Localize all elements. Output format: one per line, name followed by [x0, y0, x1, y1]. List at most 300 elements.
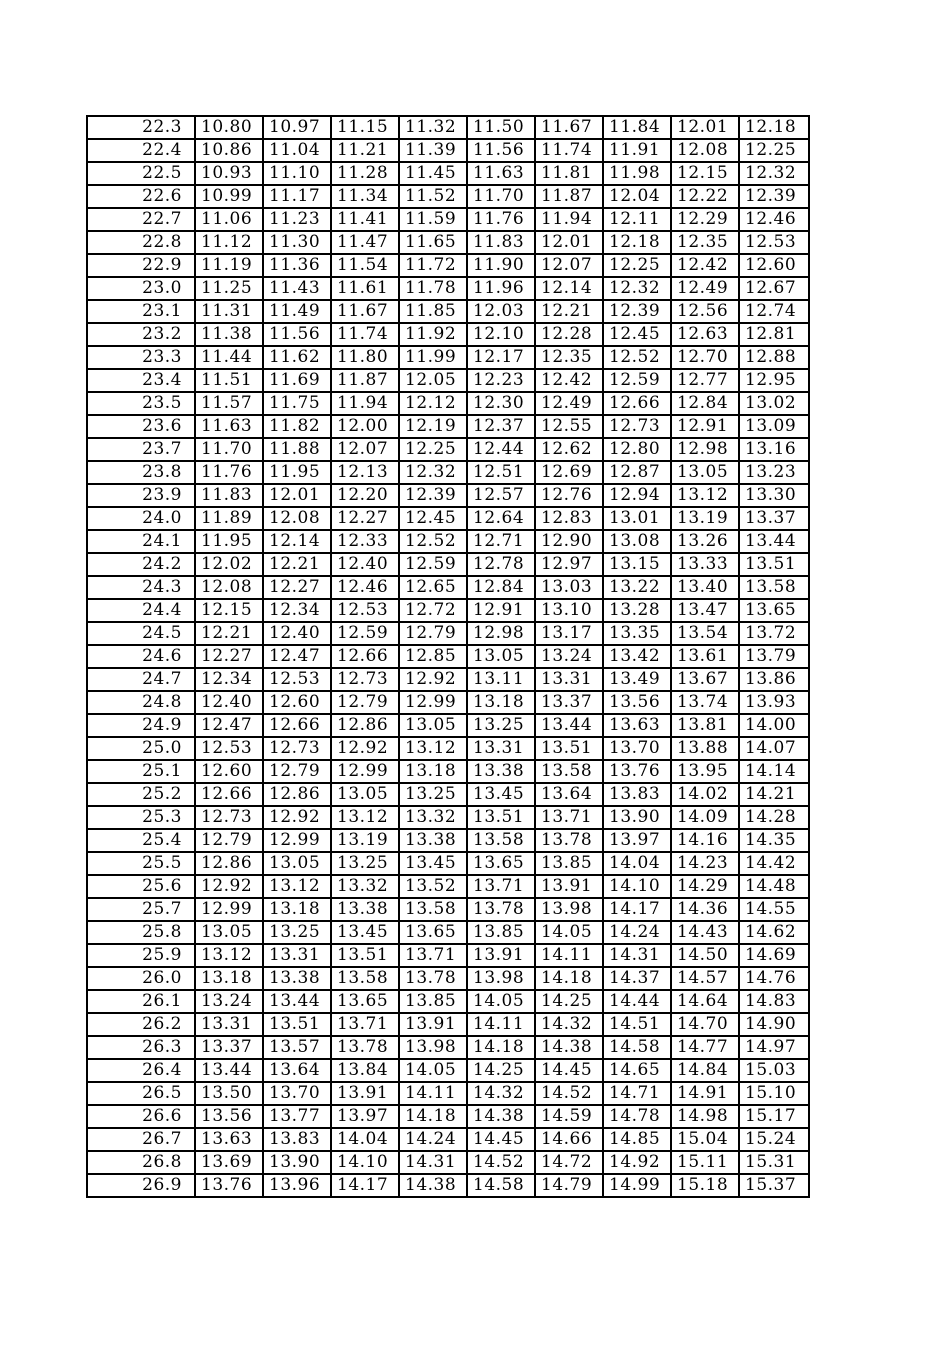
- value-cell: 12.92: [399, 668, 467, 691]
- value-cell: 12.99: [399, 691, 467, 714]
- value-cell: 13.02: [739, 392, 809, 415]
- value-cell: 12.30: [467, 392, 535, 415]
- value-cell: 12.52: [603, 346, 671, 369]
- value-cell: 14.72: [535, 1151, 603, 1174]
- value-cell: 14.45: [467, 1128, 535, 1151]
- value-cell: 12.45: [603, 323, 671, 346]
- value-cell: 12.46: [331, 576, 399, 599]
- value-cell: 11.95: [263, 461, 331, 484]
- value-cell: 11.19: [195, 254, 263, 277]
- value-cell: 14.43: [671, 921, 739, 944]
- table-row: [87, 1105, 809, 1128]
- value-cell: 12.79: [331, 691, 399, 714]
- value-cell: 10.86: [195, 139, 263, 162]
- value-cell: 12.33: [331, 530, 399, 553]
- value-cell: 13.32: [399, 806, 467, 829]
- value-cell: 14.32: [467, 1082, 535, 1105]
- row-key-cell: 25.9: [87, 944, 195, 967]
- value-cell: 14.25: [535, 990, 603, 1013]
- value-cell: 12.73: [603, 415, 671, 438]
- value-cell: 12.01: [671, 116, 739, 139]
- value-cell: 13.65: [399, 921, 467, 944]
- value-cell: 14.28: [739, 806, 809, 829]
- value-cell: 13.69: [195, 1151, 263, 1174]
- value-cell: 14.65: [603, 1059, 671, 1082]
- value-cell: 13.90: [603, 806, 671, 829]
- value-cell: 12.10: [467, 323, 535, 346]
- value-cell: 12.66: [195, 783, 263, 806]
- value-cell: 14.09: [671, 806, 739, 829]
- value-cell: 14.52: [535, 1082, 603, 1105]
- value-cell: 13.05: [671, 461, 739, 484]
- table-row: [87, 668, 809, 691]
- table-row: [87, 714, 809, 737]
- row-key-cell: 23.0: [87, 277, 195, 300]
- value-cell: 13.65: [739, 599, 809, 622]
- value-cell: 14.04: [603, 852, 671, 875]
- table-row: [87, 806, 809, 829]
- value-cell: 11.74: [331, 323, 399, 346]
- value-cell: 15.37: [739, 1174, 809, 1197]
- value-cell: 11.59: [399, 208, 467, 231]
- value-cell: 13.84: [331, 1059, 399, 1082]
- value-cell: 13.78: [331, 1036, 399, 1059]
- value-cell: 12.05: [399, 369, 467, 392]
- value-cell: 11.25: [195, 277, 263, 300]
- row-key-cell: 26.3: [87, 1036, 195, 1059]
- value-cell: 12.07: [535, 254, 603, 277]
- row-key-cell: 23.8: [87, 461, 195, 484]
- value-cell: 13.72: [739, 622, 809, 645]
- table-row: [87, 1151, 809, 1174]
- value-cell: 13.96: [263, 1174, 331, 1197]
- value-cell: 12.80: [603, 438, 671, 461]
- row-key-cell: 24.5: [87, 622, 195, 645]
- value-cell: 11.90: [467, 254, 535, 277]
- value-cell: 13.95: [671, 760, 739, 783]
- value-cell: 15.04: [671, 1128, 739, 1151]
- value-cell: 13.85: [535, 852, 603, 875]
- value-cell: 11.41: [331, 208, 399, 231]
- value-cell: 12.62: [535, 438, 603, 461]
- value-cell: 15.11: [671, 1151, 739, 1174]
- value-cell: 12.08: [263, 507, 331, 530]
- value-cell: 12.99: [195, 898, 263, 921]
- value-cell: 11.88: [263, 438, 331, 461]
- value-cell: 13.37: [535, 691, 603, 714]
- value-cell: 13.40: [671, 576, 739, 599]
- value-cell: 14.31: [603, 944, 671, 967]
- value-cell: 11.82: [263, 415, 331, 438]
- value-cell: 12.79: [263, 760, 331, 783]
- value-cell: 12.39: [603, 300, 671, 323]
- value-cell: 13.25: [331, 852, 399, 875]
- value-cell: 12.32: [739, 162, 809, 185]
- row-key-cell: 25.8: [87, 921, 195, 944]
- value-cell: 11.70: [467, 185, 535, 208]
- value-cell: 14.64: [671, 990, 739, 1013]
- value-cell: 14.91: [671, 1082, 739, 1105]
- value-cell: 15.17: [739, 1105, 809, 1128]
- value-cell: 12.14: [535, 277, 603, 300]
- value-cell: 12.87: [603, 461, 671, 484]
- value-cell: 11.06: [195, 208, 263, 231]
- value-cell: 13.52: [399, 875, 467, 898]
- value-cell: 12.08: [671, 139, 739, 162]
- value-cell: 14.10: [603, 875, 671, 898]
- row-key-cell: 26.0: [87, 967, 195, 990]
- value-cell: 11.80: [331, 346, 399, 369]
- value-cell: 13.37: [739, 507, 809, 530]
- row-key-cell: 26.9: [87, 1174, 195, 1197]
- value-cell: 12.90: [535, 530, 603, 553]
- value-cell: 11.28: [331, 162, 399, 185]
- value-cell: 13.03: [535, 576, 603, 599]
- row-key-cell: 24.4: [87, 599, 195, 622]
- table-row: [87, 553, 809, 576]
- row-key-cell: 23.7: [87, 438, 195, 461]
- value-cell: 11.21: [331, 139, 399, 162]
- value-cell: 11.95: [195, 530, 263, 553]
- table-row: [87, 1013, 809, 1036]
- value-cell: 11.56: [263, 323, 331, 346]
- value-cell: 13.71: [467, 875, 535, 898]
- row-key-cell: 25.2: [87, 783, 195, 806]
- row-key-cell: 23.4: [87, 369, 195, 392]
- value-cell: 13.31: [535, 668, 603, 691]
- value-cell: 11.76: [195, 461, 263, 484]
- value-cell: 12.28: [535, 323, 603, 346]
- value-cell: 13.50: [195, 1082, 263, 1105]
- value-cell: 11.51: [195, 369, 263, 392]
- value-cell: 14.02: [671, 783, 739, 806]
- value-cell: 13.85: [467, 921, 535, 944]
- value-cell: 11.99: [399, 346, 467, 369]
- row-key-cell: 26.7: [87, 1128, 195, 1151]
- value-cell: 14.38: [399, 1174, 467, 1197]
- value-cell: 15.03: [739, 1059, 809, 1082]
- value-cell: 13.05: [195, 921, 263, 944]
- value-cell: 14.38: [467, 1105, 535, 1128]
- value-cell: 12.47: [263, 645, 331, 668]
- value-cell: 12.15: [195, 599, 263, 622]
- value-cell: 13.71: [399, 944, 467, 967]
- value-cell: 13.57: [263, 1036, 331, 1059]
- value-cell: 12.74: [739, 300, 809, 323]
- value-cell: 14.77: [671, 1036, 739, 1059]
- value-cell: 11.89: [195, 507, 263, 530]
- value-cell: 12.29: [671, 208, 739, 231]
- value-cell: 13.51: [739, 553, 809, 576]
- value-cell: 14.31: [399, 1151, 467, 1174]
- value-cell: 12.79: [399, 622, 467, 645]
- value-cell: 14.58: [603, 1036, 671, 1059]
- value-cell: 12.25: [399, 438, 467, 461]
- value-cell: 12.34: [195, 668, 263, 691]
- value-cell: 11.94: [331, 392, 399, 415]
- value-cell: 11.76: [467, 208, 535, 231]
- value-cell: 14.25: [467, 1059, 535, 1082]
- value-cell: 13.23: [739, 461, 809, 484]
- value-cell: 14.58: [467, 1174, 535, 1197]
- value-cell: 12.99: [263, 829, 331, 852]
- value-cell: 12.60: [263, 691, 331, 714]
- table-row: [87, 875, 809, 898]
- value-cell: 11.63: [467, 162, 535, 185]
- value-cell: 12.76: [535, 484, 603, 507]
- value-cell: 12.99: [331, 760, 399, 783]
- table-row: [87, 254, 809, 277]
- value-cell: 12.34: [263, 599, 331, 622]
- value-cell: 12.49: [671, 277, 739, 300]
- value-cell: 11.85: [399, 300, 467, 323]
- value-cell: 13.24: [535, 645, 603, 668]
- value-cell: 12.40: [331, 553, 399, 576]
- value-cell: 10.99: [195, 185, 263, 208]
- value-cell: 12.25: [603, 254, 671, 277]
- value-cell: 13.12: [331, 806, 399, 829]
- value-cell: 12.23: [467, 369, 535, 392]
- value-cell: 13.91: [535, 875, 603, 898]
- value-cell: 13.15: [603, 553, 671, 576]
- value-cell: 13.44: [535, 714, 603, 737]
- value-cell: 10.97: [263, 116, 331, 139]
- value-cell: 14.24: [603, 921, 671, 944]
- value-cell: 11.63: [195, 415, 263, 438]
- value-cell: 12.27: [263, 576, 331, 599]
- value-cell: 12.59: [603, 369, 671, 392]
- value-cell: 13.31: [195, 1013, 263, 1036]
- value-cell: 12.83: [535, 507, 603, 530]
- value-cell: 12.08: [195, 576, 263, 599]
- value-cell: 14.10: [331, 1151, 399, 1174]
- row-key-cell: 22.9: [87, 254, 195, 277]
- table-row: [87, 576, 809, 599]
- table-row: [87, 231, 809, 254]
- value-cell: 13.91: [331, 1082, 399, 1105]
- value-cell: 12.44: [467, 438, 535, 461]
- value-cell: 13.74: [671, 691, 739, 714]
- value-cell: 13.91: [399, 1013, 467, 1036]
- value-cell: 14.84: [671, 1059, 739, 1082]
- value-cell: 12.53: [331, 599, 399, 622]
- row-key-cell: 25.6: [87, 875, 195, 898]
- value-cell: 12.18: [739, 116, 809, 139]
- value-cell: 12.53: [263, 668, 331, 691]
- row-key-cell: 25.4: [87, 829, 195, 852]
- value-cell: 12.12: [399, 392, 467, 415]
- value-cell: 12.81: [739, 323, 809, 346]
- table-body: [87, 116, 809, 1197]
- value-cell: 14.62: [739, 921, 809, 944]
- value-cell: 13.01: [603, 507, 671, 530]
- table-row: [87, 1174, 809, 1197]
- value-cell: 12.63: [671, 323, 739, 346]
- value-cell: 12.73: [263, 737, 331, 760]
- value-cell: 11.12: [195, 231, 263, 254]
- value-cell: 13.98: [535, 898, 603, 921]
- value-cell: 14.50: [671, 944, 739, 967]
- value-cell: 13.91: [467, 944, 535, 967]
- value-cell: 12.91: [671, 415, 739, 438]
- value-cell: 13.58: [739, 576, 809, 599]
- table-row: [87, 369, 809, 392]
- value-cell: 13.05: [331, 783, 399, 806]
- table-row: [87, 392, 809, 415]
- value-cell: 11.17: [263, 185, 331, 208]
- value-cell: 12.60: [739, 254, 809, 277]
- value-cell: 12.21: [195, 622, 263, 645]
- value-cell: 13.58: [399, 898, 467, 921]
- table-row: [87, 737, 809, 760]
- table-row: [87, 1059, 809, 1082]
- value-cell: 13.45: [399, 852, 467, 875]
- value-cell: 14.23: [671, 852, 739, 875]
- value-cell: 11.10: [263, 162, 331, 185]
- table-row: [87, 599, 809, 622]
- value-cell: 12.53: [739, 231, 809, 254]
- row-key-cell: 26.2: [87, 1013, 195, 1036]
- value-cell: 12.45: [399, 507, 467, 530]
- value-cell: 12.92: [195, 875, 263, 898]
- value-cell: 12.42: [671, 254, 739, 277]
- value-cell: 12.14: [263, 530, 331, 553]
- value-cell: 14.83: [739, 990, 809, 1013]
- value-cell: 13.67: [671, 668, 739, 691]
- value-cell: 11.87: [331, 369, 399, 392]
- value-cell: 13.70: [603, 737, 671, 760]
- row-key-cell: 24.1: [87, 530, 195, 553]
- value-cell: 12.57: [467, 484, 535, 507]
- table-row: [87, 415, 809, 438]
- value-cell: 13.83: [263, 1128, 331, 1151]
- value-cell: 11.96: [467, 277, 535, 300]
- table-row: [87, 300, 809, 323]
- value-cell: 13.12: [671, 484, 739, 507]
- value-cell: 13.16: [739, 438, 809, 461]
- value-cell: 13.25: [467, 714, 535, 737]
- value-cell: 12.59: [399, 553, 467, 576]
- value-cell: 12.18: [603, 231, 671, 254]
- value-cell: 13.76: [195, 1174, 263, 1197]
- value-cell: 13.77: [263, 1105, 331, 1128]
- value-cell: 14.69: [739, 944, 809, 967]
- value-cell: 13.28: [603, 599, 671, 622]
- value-cell: 13.19: [331, 829, 399, 852]
- value-cell: 13.12: [263, 875, 331, 898]
- row-key-cell: 23.6: [87, 415, 195, 438]
- value-cell: 12.32: [603, 277, 671, 300]
- value-cell: 12.72: [399, 599, 467, 622]
- value-cell: 13.38: [263, 967, 331, 990]
- row-key-cell: 23.5: [87, 392, 195, 415]
- value-cell: 14.38: [535, 1036, 603, 1059]
- value-cell: 11.72: [399, 254, 467, 277]
- value-cell: 11.43: [263, 277, 331, 300]
- value-cell: 14.79: [535, 1174, 603, 1197]
- value-cell: 13.38: [467, 760, 535, 783]
- value-cell: 14.18: [467, 1036, 535, 1059]
- row-key-cell: 22.6: [87, 185, 195, 208]
- value-cell: 14.51: [603, 1013, 671, 1036]
- value-cell: 12.84: [467, 576, 535, 599]
- value-cell: 13.30: [739, 484, 809, 507]
- row-key-cell: 24.0: [87, 507, 195, 530]
- value-cell: 12.51: [467, 461, 535, 484]
- value-cell: 12.66: [263, 714, 331, 737]
- value-cell: 14.78: [603, 1105, 671, 1128]
- row-key-cell: 23.1: [87, 300, 195, 323]
- row-key-cell: 22.8: [87, 231, 195, 254]
- value-cell: 14.92: [603, 1151, 671, 1174]
- value-cell: 13.35: [603, 622, 671, 645]
- value-cell: 14.55: [739, 898, 809, 921]
- row-key-cell: 25.0: [87, 737, 195, 760]
- value-cell: 11.23: [263, 208, 331, 231]
- value-cell: 11.62: [263, 346, 331, 369]
- value-cell: 13.90: [263, 1151, 331, 1174]
- table-row: [87, 208, 809, 231]
- value-cell: 12.98: [467, 622, 535, 645]
- value-cell: 14.76: [739, 967, 809, 990]
- table-row: [87, 162, 809, 185]
- table-row: [87, 530, 809, 553]
- value-cell: 12.21: [535, 300, 603, 323]
- value-cell: 14.57: [671, 967, 739, 990]
- value-cell: 11.81: [535, 162, 603, 185]
- value-cell: 13.83: [603, 783, 671, 806]
- row-key-cell: 26.1: [87, 990, 195, 1013]
- row-key-cell: 22.4: [87, 139, 195, 162]
- value-cell: 13.38: [331, 898, 399, 921]
- value-cell: 13.76: [603, 760, 671, 783]
- value-cell: 12.13: [331, 461, 399, 484]
- row-key-cell: 24.8: [87, 691, 195, 714]
- row-key-cell: 23.2: [87, 323, 195, 346]
- value-cell: 13.37: [195, 1036, 263, 1059]
- row-key-cell: 25.3: [87, 806, 195, 829]
- value-cell: 13.85: [399, 990, 467, 1013]
- value-cell: 12.40: [195, 691, 263, 714]
- value-cell: 11.57: [195, 392, 263, 415]
- value-cell: 11.50: [467, 116, 535, 139]
- table-row: [87, 898, 809, 921]
- value-cell: 13.70: [263, 1082, 331, 1105]
- value-cell: 13.38: [399, 829, 467, 852]
- value-cell: 12.73: [331, 668, 399, 691]
- value-cell: 13.65: [331, 990, 399, 1013]
- value-cell: 11.34: [331, 185, 399, 208]
- value-cell: 13.58: [467, 829, 535, 852]
- value-cell: 14.48: [739, 875, 809, 898]
- value-cell: 15.24: [739, 1128, 809, 1151]
- value-cell: 12.94: [603, 484, 671, 507]
- value-cell: 13.63: [195, 1128, 263, 1151]
- data-table: [86, 115, 810, 1198]
- value-cell: 14.05: [535, 921, 603, 944]
- value-cell: 15.10: [739, 1082, 809, 1105]
- value-cell: 11.39: [399, 139, 467, 162]
- row-key-cell: 22.5: [87, 162, 195, 185]
- value-cell: 12.11: [603, 208, 671, 231]
- value-cell: 13.33: [671, 553, 739, 576]
- value-cell: 14.07: [739, 737, 809, 760]
- value-cell: 13.58: [331, 967, 399, 990]
- value-cell: 12.35: [535, 346, 603, 369]
- value-cell: 14.66: [535, 1128, 603, 1151]
- value-cell: 12.35: [671, 231, 739, 254]
- value-cell: 13.45: [331, 921, 399, 944]
